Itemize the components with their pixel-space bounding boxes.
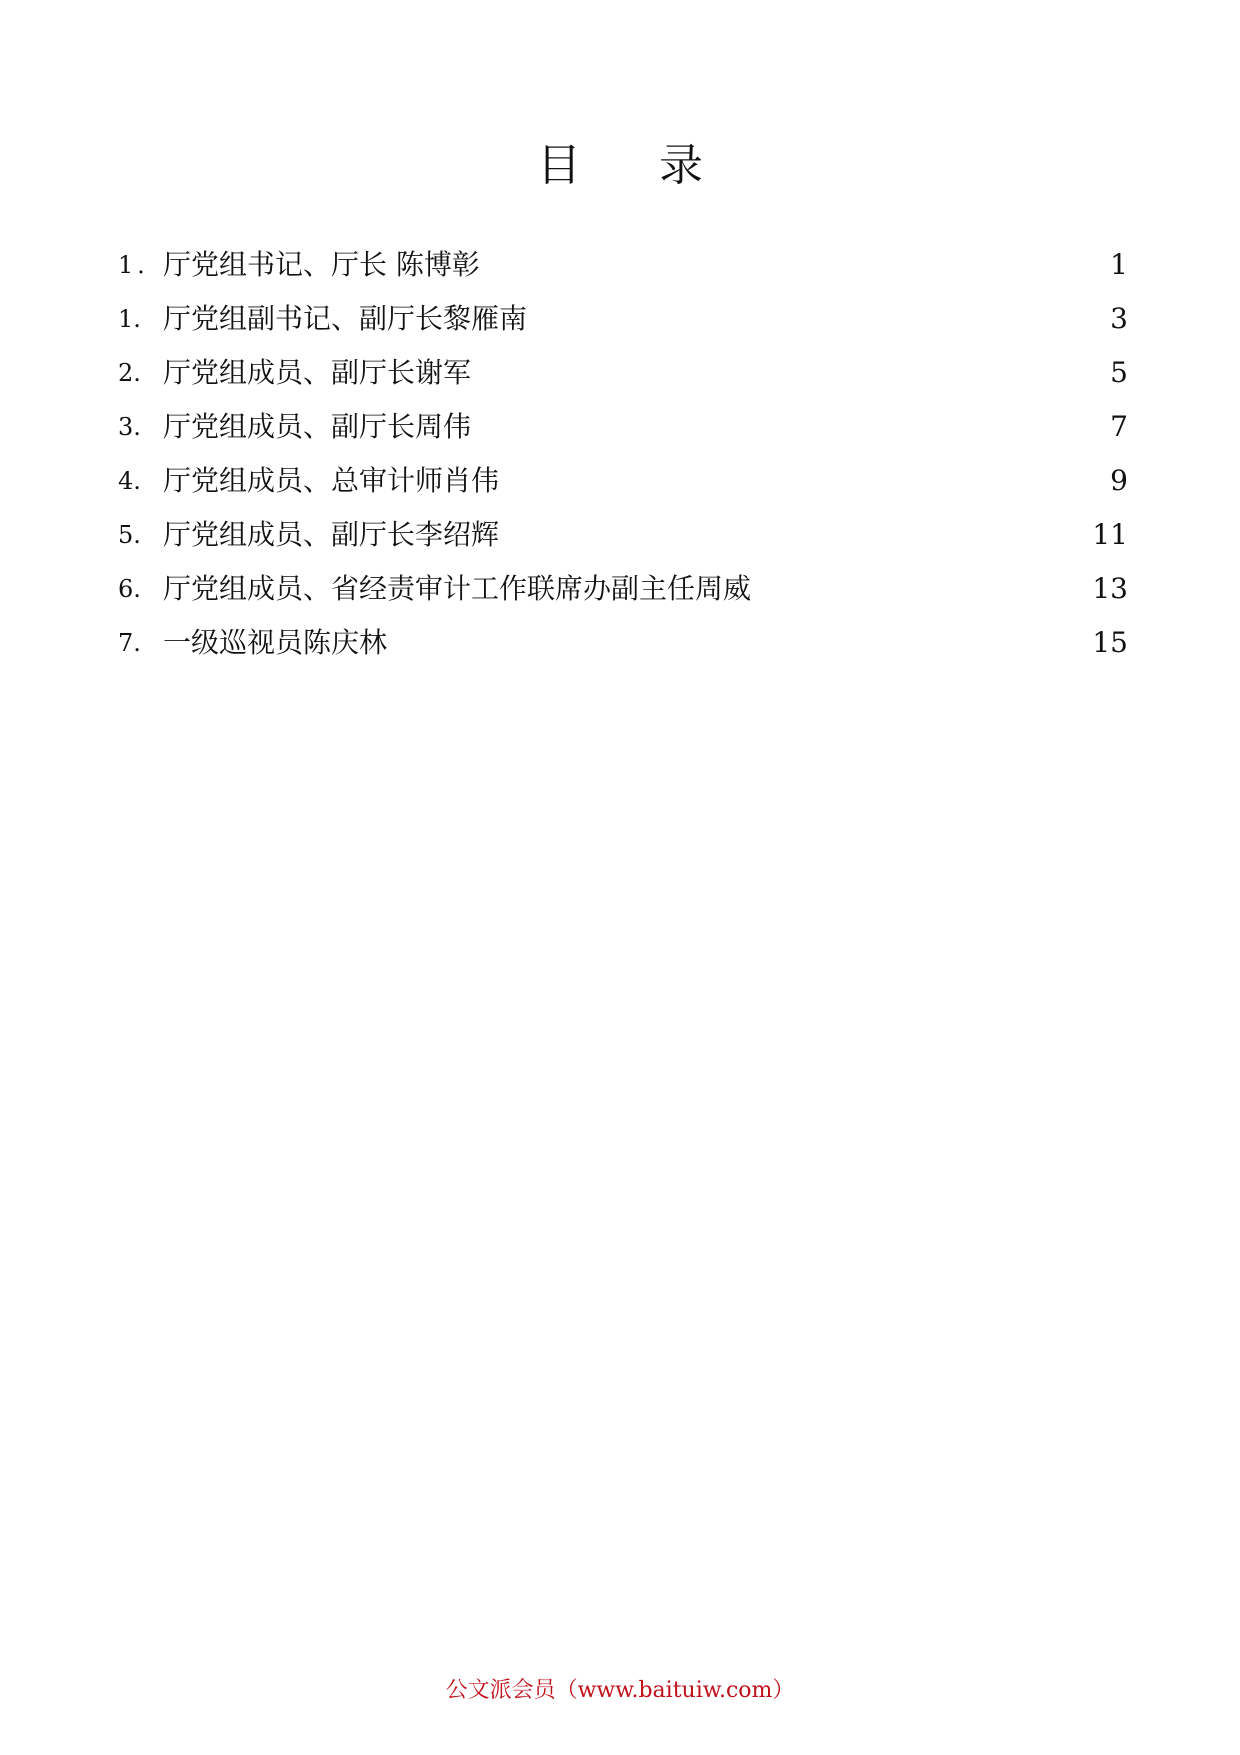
- toc-entry-number: 6.: [118, 575, 141, 603]
- toc-entry-number: 2.: [118, 359, 141, 387]
- toc-entry-number: 5.: [118, 521, 141, 549]
- toc-entry-8[interactable]: [118, 616, 1128, 670]
- toc-entry-label: 厅党组成员、副厅长周伟: [163, 410, 472, 443]
- toc-entry-1[interactable]: [118, 238, 1128, 292]
- toc-entry-page: 1: [1110, 248, 1128, 281]
- toc-entry-label: 厅党组成员、总审计师肖伟: [163, 464, 500, 497]
- toc-entry-page: 15: [1092, 626, 1128, 659]
- toc-entry-page: 9: [1110, 464, 1128, 497]
- toc-entry-label: 厅党组书记、厅长 陈博彰: [163, 248, 480, 281]
- toc-entry-label: 厅党组成员、省经责审计工作联席办副主任周威: [163, 572, 752, 605]
- toc-entry-page: 7: [1110, 410, 1128, 443]
- toc-entry-page: 13: [1092, 572, 1128, 605]
- toc-entry-number: 1．: [118, 251, 166, 279]
- toc-entry-4[interactable]: [118, 400, 1128, 454]
- toc-entry-number: 4.: [118, 467, 141, 495]
- toc-entry-label: 厅党组成员、副厅长谢军: [163, 356, 472, 389]
- table-of-contents: [118, 238, 1128, 670]
- toc-entry-3[interactable]: [118, 346, 1128, 400]
- toc-entry-page: 11: [1092, 518, 1128, 551]
- toc-entry-number: 1.: [118, 305, 141, 333]
- toc-entry-5[interactable]: [118, 454, 1128, 508]
- toc-entry-7[interactable]: [118, 562, 1128, 616]
- toc-entry-page: 3: [1110, 302, 1128, 335]
- toc-entry-number: 3.: [118, 413, 141, 441]
- toc-entry-6[interactable]: [118, 508, 1128, 562]
- toc-entry-label: 一级巡视员陈庆林: [163, 626, 388, 659]
- toc-entry-number: 7.: [118, 629, 141, 657]
- toc-entry-label: 厅党组副书记、副厅长黎雁南: [163, 302, 528, 335]
- page-title: 目 录: [537, 140, 735, 191]
- toc-entry-page: 5: [1110, 356, 1128, 389]
- toc-entry-2[interactable]: [118, 292, 1128, 346]
- toc-entry-label: 厅党组成员、副厅长李绍辉: [163, 518, 500, 551]
- footer-watermark: 公文派会员（www.baituiw.com）: [445, 1678, 795, 1703]
